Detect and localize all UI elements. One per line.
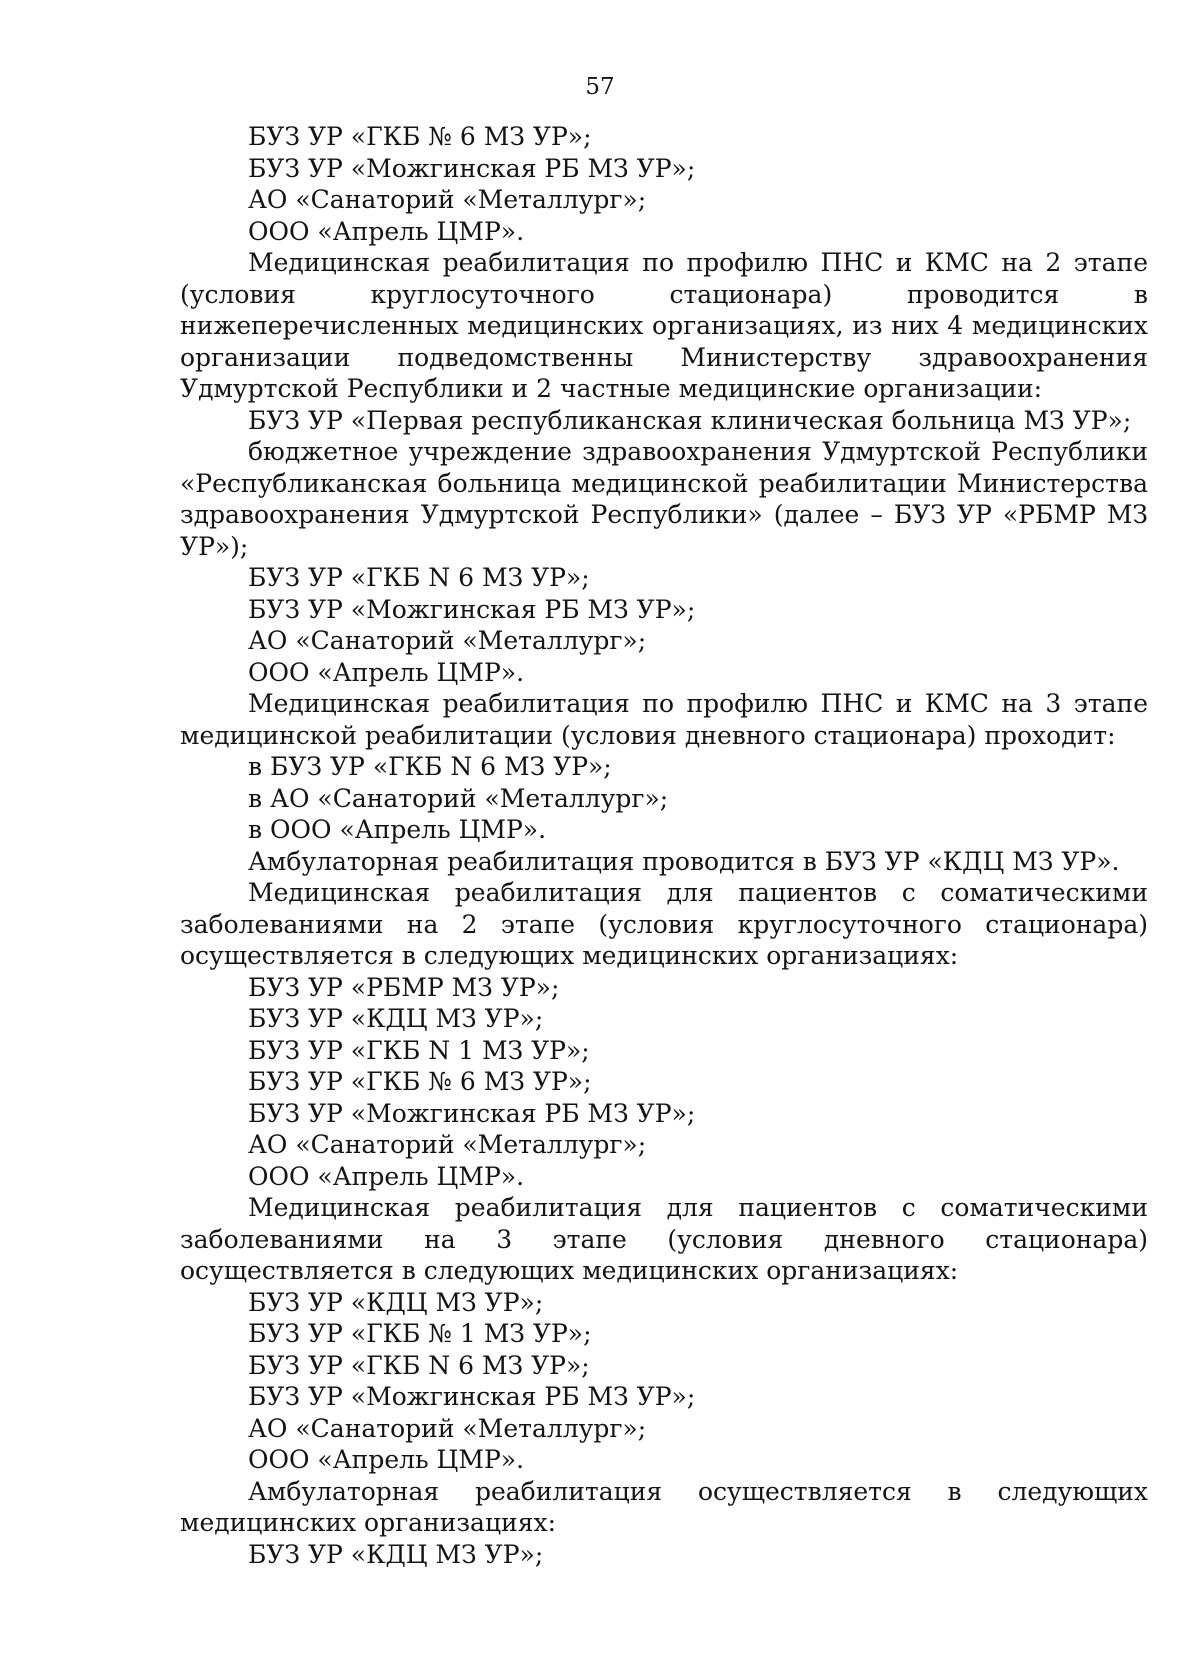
- paragraph: Медицинская реабилитация для пациентов с соматическими заболеваниями на 2 этапе (условия круглосуточного стационара) осуществляется в следующих медицинских организациях:: [180, 878, 1148, 970]
- list-item: БУЗ УР «РБМР МЗ УР»;: [248, 972, 560, 1002]
- paragraph: бюджетное учреждение здравоохранения Удмуртской Республики «Республиканская больница медицинской реабилитации Министерства здравоохранения Удмуртской Республики» (далее – БУЗ УР «РБМР МЗ УР»);: [180, 437, 1148, 561]
- list-item: ООО «Апрель ЦМР».: [248, 1445, 525, 1474]
- paragraph: Медицинская реабилитация по профилю ПНС и КМС на 3 этапе медицинской реабилитации (условия дневного стационара) проходит:: [180, 689, 1148, 750]
- list-item: БУЗ УР «Можгинская РБ МЗ УР»;: [248, 594, 696, 624]
- list-item: БУЗ УР «ГКБ № 1 МЗ УР»;: [248, 1319, 592, 1348]
- list-item: БУЗ УР «ГКБ № 6 МЗ УР»;: [248, 1067, 592, 1096]
- list-item: БУЗ УР «КДЦ МЗ УР»;: [248, 1004, 544, 1033]
- list-item: АО «Санаторий «Металлург»;: [248, 1130, 647, 1159]
- list-item: АО «Санаторий «Металлург»;: [248, 1413, 647, 1443]
- list-item: ООО «Апрель ЦМР».: [248, 657, 525, 687]
- list-item: АО «Санаторий «Металлург»;: [248, 185, 647, 214]
- list-item: АО «Санаторий «Металлург»;: [248, 626, 647, 655]
- list-item: ООО «Апрель ЦМР».: [248, 1161, 525, 1191]
- list-item: Амбулаторная реабилитация проводится в БУЗ УР «КДЦ МЗ УР».: [248, 846, 1120, 876]
- list-item: ООО «Апрель ЦМР».: [248, 216, 525, 246]
- list-item: БУЗ УР «КДЦ МЗ УР»;: [248, 1539, 544, 1569]
- page-number: 57: [585, 74, 615, 100]
- list-item: в АО «Санаторий «Металлург»;: [248, 783, 669, 813]
- paragraph: Медицинская реабилитация для пациентов с соматическими заболеваниями на 3 этапе (условия дневного стационара) осуществляется в следующих медицинских организациях:: [180, 1193, 1148, 1285]
- list-item: БУЗ УР «Первая республиканская клиническая больница МЗ УР»;: [248, 405, 1132, 435]
- list-item: в БУЗ УР «ГКБ N 6 МЗ УР»;: [248, 752, 612, 781]
- list-item: БУЗ УР «ГКБ N 6 МЗ УР»;: [248, 563, 590, 592]
- list-item: БУЗ УР «Можгинская РБ МЗ УР»;: [248, 1382, 696, 1411]
- list-item: БУЗ УР «ГКБ N 1 МЗ УР»;: [248, 1035, 590, 1065]
- list-item: БУЗ УР «Можгинская РБ МЗ УР»;: [248, 1098, 696, 1128]
- document-body: [180, 121, 1148, 1570]
- list-item: в ООО «Апрель ЦМР».: [248, 815, 547, 844]
- paragraph: Амбулаторная реабилитация осуществляется в следующих медицинских организациях:: [180, 1476, 1148, 1537]
- list-item: БУЗ УР «Можгинская РБ МЗ УР»;: [248, 153, 696, 183]
- list-item: БУЗ УР «КДЦ МЗ УР»;: [248, 1287, 544, 1317]
- list-item: БУЗ УР «ГКБ N 6 МЗ УР»;: [248, 1350, 590, 1380]
- paragraph: Медицинская реабилитация по профилю ПНС и КМС на 2 этапе (условия круглосуточного стационара) проводится в нижеперечисленных медицинских организациях, из них 4 медицинских организации подведомственны Министерству здравоохранения Удмуртской Республики и 2 частные медицинские организации:: [180, 248, 1148, 403]
- list-item: БУЗ УР «ГКБ № 6 МЗ УР»;: [248, 122, 592, 151]
